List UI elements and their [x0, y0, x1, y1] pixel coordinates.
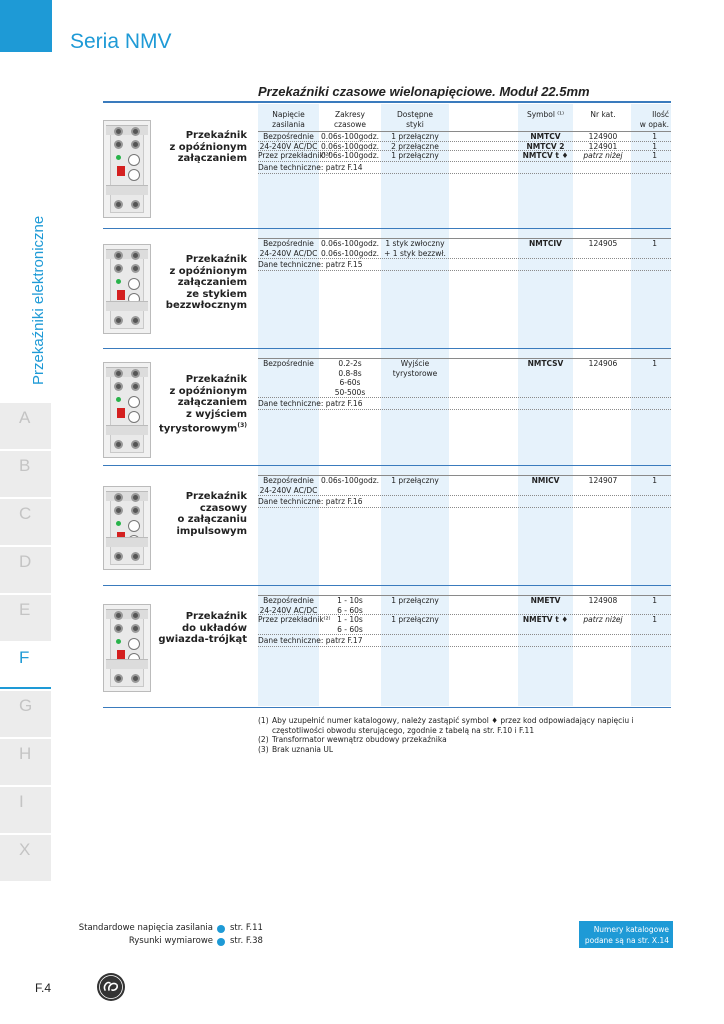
cell-qty: 1 — [652, 239, 657, 248]
cell-range: 0.06s-100godz. — [320, 476, 380, 485]
sidebar-tab-a[interactable]: A — [0, 402, 51, 449]
cell-range: 0.06s-100godz. — [320, 239, 380, 248]
cell-catalog: 124905 — [588, 239, 618, 248]
technical-data-reference[interactable]: Dane techniczne: patrz F.17 — [258, 636, 363, 645]
row-line — [258, 258, 671, 259]
cell-range: 1 - 10s — [337, 596, 363, 605]
section-title: Przekaźniki czasowe wielonapięciowe. Moduł 22.5mm — [258, 84, 590, 99]
sidebar-vertical-title: Przekaźniki elektroniczne — [30, 215, 47, 385]
cell-catalog: 124908 — [588, 596, 618, 605]
footnote: (1) Aby uzupełnić numer katalogowy, należy zastąpić symbol ♦ przez kod odpowiadający napięciu i częstotliwości obwodu sterującego, zgodnie z tabelą na str. F.10 i F.11 — [258, 716, 634, 735]
row-line — [258, 646, 671, 647]
header-ranges: Zakresy czasowe — [334, 110, 366, 129]
row-line — [258, 397, 671, 398]
sidebar-tab-f[interactable]: F — [0, 642, 51, 689]
sidebar-tab-c[interactable]: C — [0, 498, 51, 545]
product-divider — [103, 465, 671, 466]
product-divider — [103, 585, 671, 586]
cell-contacts: 1 styk zwłoczny — [385, 239, 445, 248]
row-line — [258, 131, 671, 132]
cell-contacts: 1 przełączny — [391, 476, 439, 485]
cell-supply: Bezpośrednie — [263, 239, 314, 248]
header-qty: Ilość w opak. — [639, 110, 669, 129]
row-line — [258, 150, 671, 151]
header-symbol: Symbol ⁽¹⁾ — [526, 110, 564, 119]
catalog-numbers-note: Numery katalogowe podane są na str. X.14 — [579, 921, 673, 948]
product-divider — [103, 228, 671, 229]
cell-catalog: 124907 — [588, 476, 618, 485]
cell-range: 6 - 60s — [337, 605, 363, 615]
product-divider — [103, 348, 671, 349]
header-catalog: Nr kat. — [590, 110, 616, 119]
technical-data-reference[interactable]: Dane techniczne: patrz F.15 — [258, 260, 363, 269]
reference-link[interactable]: Rysunki wymiarowe str. F.38 — [128, 936, 263, 946]
footnote: (2) Transformator wewnątrz obudowy przekaźnika — [258, 735, 447, 744]
cell-catalog: 124901 — [588, 141, 618, 151]
row-line — [258, 358, 671, 359]
page-number: F.4 — [35, 981, 52, 995]
sidebar-tab-b[interactable]: B — [0, 450, 51, 497]
cell-qty: 1 — [652, 151, 657, 160]
product-image — [103, 362, 151, 458]
footnotes — [258, 716, 678, 754]
sidebar-tab-d[interactable]: D — [0, 546, 51, 593]
cell-catalog: 124900 — [588, 132, 618, 141]
sidebar-tab-i[interactable]: I — [0, 786, 51, 833]
row-line — [258, 238, 671, 239]
ge-logo-icon — [96, 972, 126, 1002]
cell-supply: 24-240V AC/DC — [259, 141, 318, 151]
technical-data-reference[interactable]: Dane techniczne: patrz F.14 — [258, 162, 363, 172]
cell-catalog: patrz niżej — [583, 151, 623, 160]
header-color-block — [0, 0, 51, 52]
cell-qty: 1 — [652, 132, 657, 141]
row-line — [258, 141, 671, 142]
footnote: (3) Brak uznania UL — [258, 744, 334, 754]
sidebar-tab-h[interactable]: H — [0, 738, 51, 785]
product-image — [103, 486, 151, 570]
row-line — [258, 173, 671, 174]
row-line — [258, 270, 671, 271]
cell-symbol: NMICV — [531, 476, 560, 485]
cell-symbol: NMTCV — [530, 132, 561, 141]
row-line — [258, 507, 671, 508]
cell-supply: 24-240V AC/DC — [259, 605, 318, 615]
cell-range: 50-500s — [334, 387, 366, 397]
row-line — [258, 161, 671, 162]
cell-supply: 24-240V AC/DC — [259, 485, 318, 495]
row-line — [258, 409, 671, 410]
product-name: Przekaźnik z opóźnionym załączaniem — [169, 130, 247, 164]
row-line — [258, 595, 671, 596]
product-image — [103, 120, 151, 218]
cell-symbol: NMTCV 2 — [526, 141, 565, 151]
cell-qty: 1 — [652, 615, 657, 624]
cell-contacts: + 1 styk bezzwł. — [384, 248, 446, 258]
cell-supply: Bezpośrednie — [263, 359, 314, 368]
product-name: Przekaźnik z opóźnionym załączaniem z wyjściem tyrystorowym$^{(3)}$ — [158, 374, 247, 435]
cell-range: 1 - 10s — [337, 615, 363, 624]
cell-supply: Bezpośrednie — [263, 596, 314, 605]
cell-symbol: NMTCSV — [527, 359, 564, 368]
cell-range: 0.8-8s — [338, 368, 362, 378]
cell-contacts: 2 przełączne — [391, 141, 439, 151]
page-title: Seria NMV — [70, 30, 172, 53]
product-name: Przekaźnik czasowy o załączaniu impulsowym — [176, 491, 247, 537]
sidebar-tab-e[interactable]: E — [0, 594, 51, 641]
top-rule — [103, 101, 671, 103]
row-line — [258, 495, 671, 496]
cell-range: 6 - 60s — [337, 624, 363, 634]
reference-links — [60, 922, 270, 948]
product-image — [103, 244, 151, 334]
cell-supply: Przez przekładnik⁽²⁾ — [258, 151, 331, 160]
cell-qty: 1 — [652, 359, 657, 368]
product-name: Przekaźnik z opóźnionym załączaniem ze stykiem bezzwłocznym — [165, 254, 247, 311]
technical-data-reference[interactable]: Dane techniczne: patrz F.16 — [258, 497, 363, 506]
cell-symbol: NMTCV t ♦ — [522, 151, 569, 160]
row-line — [258, 634, 671, 635]
header-contacts: Dostępne styki — [397, 110, 433, 129]
table-bottom-rule — [103, 707, 671, 708]
cell-contacts: 1 przełączny — [391, 596, 439, 605]
product-name: Przekaźnik do układów gwiazda-trójkąt — [158, 611, 247, 645]
product-image — [103, 604, 151, 692]
cell-range: 0.06s-100godz. — [320, 248, 380, 258]
cell-contacts: 1 przełączny — [391, 132, 439, 141]
bullet-icon — [217, 938, 225, 946]
cell-range: 0.06s-100godz. — [320, 151, 380, 160]
cell-qty: 1 — [652, 141, 657, 151]
cell-contacts: Wyjście — [400, 359, 430, 368]
header-divider — [51, 0, 52, 52]
cell-symbol: NMETV t ♦ — [522, 615, 569, 624]
cell-qty: 1 — [652, 596, 657, 605]
row-line — [258, 614, 671, 615]
technical-data-reference[interactable]: Dane techniczne: patrz F.16 — [258, 399, 363, 408]
reference-link[interactable]: Standardowe napięcia zasilania str. F.11 — [78, 923, 263, 933]
header-supply: Napięcie zasilania — [272, 110, 305, 129]
cell-qty: 1 — [652, 476, 657, 485]
cell-supply: Bezpośrednie — [263, 476, 314, 485]
cell-contacts: 1 przełączny — [391, 615, 439, 624]
cell-range: 0.2-2s — [338, 359, 362, 368]
cell-range: 6-60s — [339, 378, 361, 387]
cell-symbol: NMETV — [530, 596, 561, 605]
cell-contacts: tyrystorowe — [392, 368, 438, 378]
cell-catalog: 124906 — [588, 359, 618, 368]
cell-range: 0.06s-100godz. — [320, 132, 380, 141]
cell-contacts: 1 przełączny — [391, 151, 439, 160]
row-line — [258, 475, 671, 476]
sidebar-tab-g[interactable]: G — [0, 690, 51, 737]
bullet-icon — [217, 925, 225, 933]
sidebar-tab-x[interactable]: X — [0, 834, 51, 881]
cell-symbol: NMTCIV — [529, 239, 562, 248]
cell-range: 0.06s-100godz. — [320, 141, 380, 151]
cell-catalog: patrz niżej — [583, 615, 623, 624]
cell-supply: Bezpośrednie — [263, 132, 314, 141]
cell-supply: Przez przekładnik⁽²⁾ — [258, 615, 331, 624]
cell-supply: 24-240V AC/DC — [259, 248, 318, 258]
